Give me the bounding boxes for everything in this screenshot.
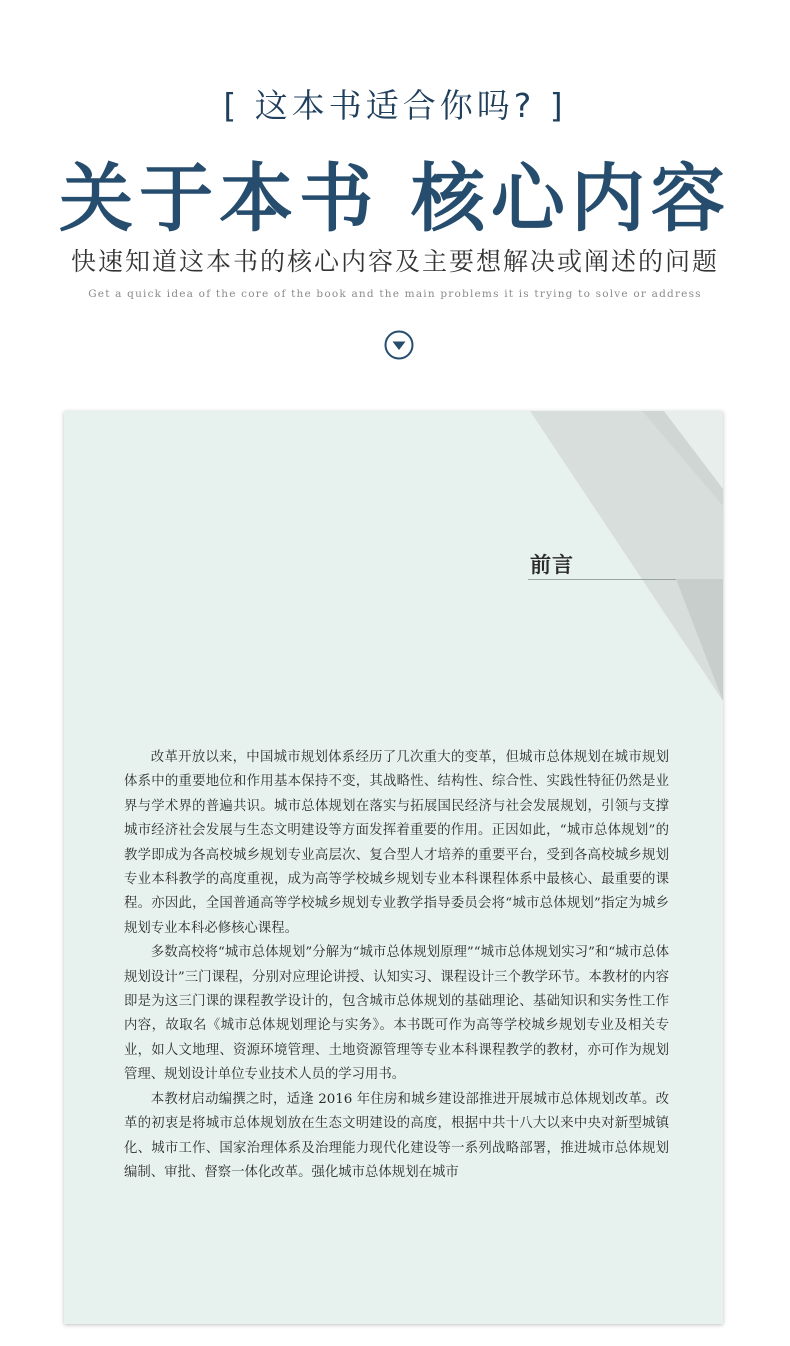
subtitle-english: Get a quick idea of the core of the book and the main problems it is trying to solve or address <box>88 288 702 300</box>
paragraph: 改革开放以来，中国城市规划体系经历了几次重大的变革，但城市总体规划在城市规划体系中的重要地位和作用基本保持不变，其战略性、结构性、综合性、实践性特征仍然是业界与学术界的普遍共识。城市总体规划在落实与拓展国民经济与社会发展规划，引领与支撑城市经济社会发展与生态文明建设等方面发挥着重要的作用。正因如此，“城市总体规划”的教学即成为各高校城乡规划专业高层次、复合型人才培养的重要平台，受到各高校城乡规划专业本科教学的高度重视，成为高等学校城乡规划专业本科课程体系中最核心、最重要的课程。亦因此，全国普通高等学校城乡规划专业教学指导委员会将“城市总体规划”指定为城乡规划专业本科必修核心课程。 <box>124 750 669 936</box>
book-page-photo <box>64 411 723 1324</box>
preface-heading: 前言 <box>530 553 574 577</box>
page-title: 关于本书 核心内容 <box>59 156 731 242</box>
paragraph: 本教材启动编撰之时，适逢 2016 年住房和城乡建设部推进开展城市总体规划改革。改革的初衷是将城市总体规划放在生态文明建设的高度，根据中共十八大以来中央对新型城镇化、城市工作、国家治理体系及治理能力现代化建设等一系列战略部署，推进城市总体规划编制、审批、督察一体化改革。强化城市总体规划在城市 <box>124 1091 669 1180</box>
chevron-down-circle-icon <box>384 330 414 360</box>
section-tag-text: 这本书适合你吗? <box>254 86 536 125</box>
bracket-close: ] <box>549 86 567 125</box>
header-banner <box>0 0 790 400</box>
section-tag <box>0 80 790 127</box>
heading-rule <box>528 579 676 580</box>
bracket-open: [ <box>223 86 241 125</box>
subtitle: 快速知道这本书的核心内容及主要想解决或阐述的问题 <box>70 247 719 276</box>
preface-body <box>124 746 669 1185</box>
paragraph: 多数高校将“城市总体规划”分解为“城市总体规划原理”“城市总体规划实习”和“城市总体规划设计”三门课程，分别对应理论讲授、认知实习、课程设计三个教学环节。本教材的内容即是为这三门课的课程教学设计的，包含城市总体规划的基础理论、基础知识和实务性工作内容，故取名《城市总体规划理论与实务》。本书既可作为高等学校城乡规划专业及相关专业，如人文地理、资源环境管理、土地资源管理等专业本科课程教学的教材，亦可作为规划管理、规划设计单位专业技术人员的学习用书。 <box>124 945 669 1083</box>
